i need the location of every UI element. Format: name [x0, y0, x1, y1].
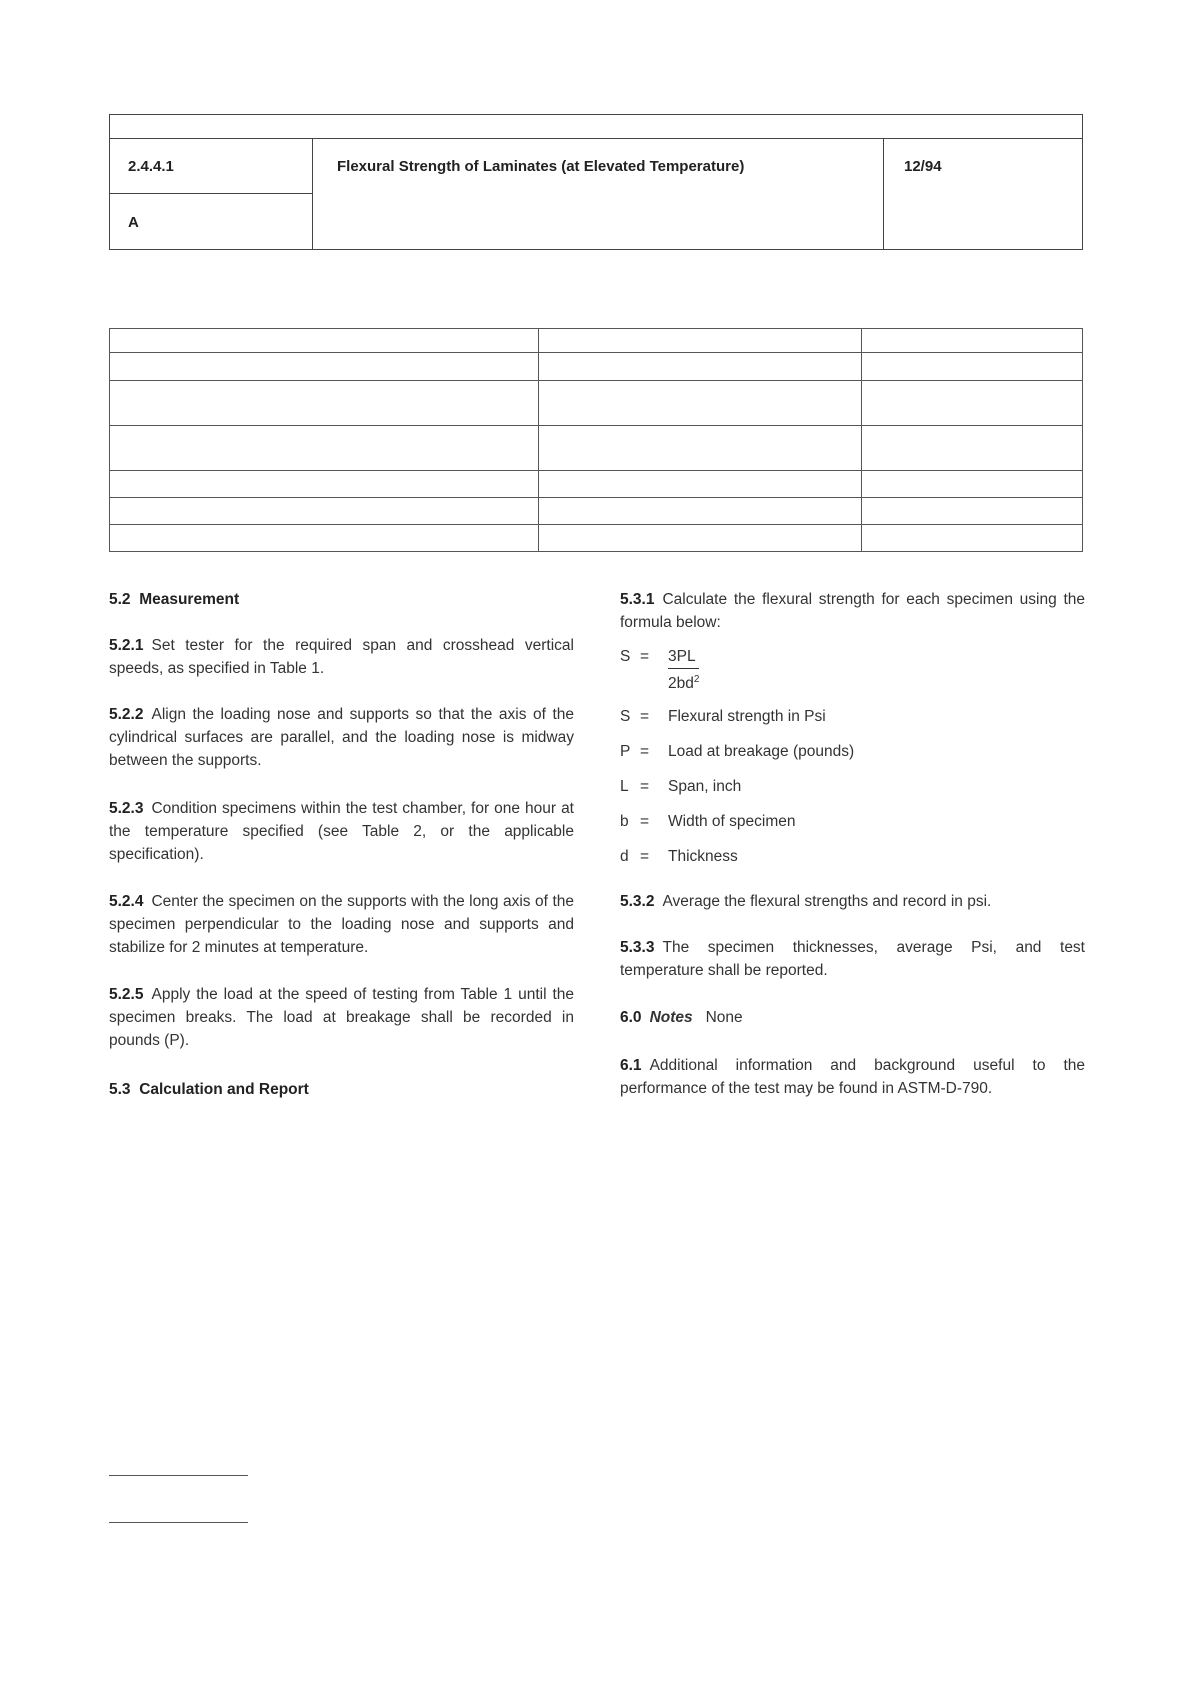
variable-equals: =: [640, 743, 650, 760]
formula: [620, 645, 668, 668]
header-top-strip: [110, 115, 1082, 139]
grid-row-line: [110, 352, 1082, 353]
paragraph-number: 5.2.4: [109, 893, 144, 910]
formula-lhs: S: [620, 648, 631, 665]
paragraph-5-2-3: [109, 797, 574, 866]
measurement-heading: [109, 588, 239, 611]
paragraph-6-1: [620, 1054, 1085, 1100]
paragraph-text: Average the flexural strengths and record in psi.: [662, 893, 992, 910]
variable-meaning: Span, inch: [668, 778, 742, 795]
paragraph-number: 5.3.1: [620, 591, 655, 608]
paragraph-number: 5.3.3: [620, 939, 655, 956]
grid-row-line: [110, 524, 1082, 525]
document-header-table: [109, 114, 1083, 250]
footnote-rule: [109, 1522, 248, 1523]
grid-col-line: [538, 329, 539, 551]
formula-equals: =: [640, 648, 650, 665]
variable-definition: [620, 705, 826, 728]
paragraph-text: Align the loading nose and supports so that the axis of the cylindrical surfaces are parallel, and the loading nose is midway between the supports.: [109, 706, 574, 769]
variable-meaning: Flexural strength in Psi: [668, 708, 826, 725]
paragraph-number: 6.1: [620, 1057, 642, 1074]
formula-denominator: [668, 668, 699, 694]
paragraph-text: Additional information and background useful to the performance of the test may be found in ASTM-D-790.: [620, 1057, 1085, 1097]
heading-number: 5.3: [109, 1081, 131, 1098]
document-date: 12/94: [904, 158, 942, 175]
paragraph-text: Set tester for the required span and crosshead vertical speeds, as specified in Table 1.: [109, 637, 574, 677]
paragraph-text: Calculate the flexural strength for each specimen using the formula below:: [620, 591, 1085, 631]
section-number: 2.4.4.1: [128, 158, 174, 175]
variable-equals: =: [640, 708, 650, 725]
paragraph-5-3-2: [620, 890, 1085, 913]
variable-definition: [620, 845, 738, 868]
variable-equals: =: [640, 813, 650, 830]
header-cell-divider: [110, 193, 312, 194]
paragraph-number: 5.2.5: [109, 986, 144, 1003]
paragraph-number: 5.2.1: [109, 637, 144, 654]
paragraph-5-2-2: [109, 703, 574, 772]
footnote-rule: [109, 1475, 248, 1476]
variable-meaning: Load at breakage (pounds): [668, 743, 855, 760]
grid-col-line: [861, 329, 862, 551]
paragraph-5-3-1: [620, 588, 1085, 634]
revision-letter: A: [128, 214, 139, 231]
denominator-text: 2bd: [668, 675, 694, 693]
variable-definition: [620, 775, 741, 798]
paragraph-5-3-3: [620, 936, 1085, 982]
variable-meaning: Width of specimen: [668, 813, 796, 830]
document-title: Flexural Strength of Laminates (at Elevated Temperature): [337, 158, 745, 175]
formula-fraction: [668, 645, 699, 695]
paragraph-number: 5.3.2: [620, 893, 655, 910]
calculation-heading: [109, 1078, 309, 1101]
formula-numerator: 3PL: [668, 648, 696, 665]
variable-symbol: P: [620, 743, 631, 760]
paragraph-text: The specimen thicknesses, average Psi, and test temperature shall be reported.: [620, 939, 1085, 979]
heading-title: Calculation and Report: [139, 1081, 309, 1098]
paragraph-5-2-1: [109, 634, 574, 680]
grid-row-line: [110, 425, 1082, 426]
paragraph-number: 5.2.3: [109, 800, 144, 817]
header-date-cell: [883, 138, 1082, 249]
variable-symbol: S: [620, 708, 631, 725]
variable-symbol: b: [620, 813, 629, 830]
variable-symbol: d: [620, 848, 629, 865]
variable-equals: =: [640, 848, 650, 865]
variable-meaning: Thickness: [668, 848, 738, 865]
variable-equals: =: [640, 778, 650, 795]
grid-row-line: [110, 470, 1082, 471]
grid-row-line: [110, 380, 1082, 381]
heading-title: Measurement: [139, 591, 240, 608]
notes-section: [620, 1006, 1085, 1029]
paragraph-text: Apply the load at the speed of testing from Table 1 until the specimen breaks. The load at breakage shall be recorded in pounds (P).: [109, 986, 574, 1049]
paragraph-number: 5.2.2: [109, 706, 144, 723]
grid-row-line: [110, 497, 1082, 498]
heading-number: 5.2: [109, 591, 131, 608]
variable-definition: [620, 810, 796, 833]
notes-label: Notes: [649, 1009, 693, 1026]
variable-definition: [620, 740, 854, 763]
notes-number: 6.0: [620, 1009, 642, 1026]
notes-value: None: [705, 1009, 743, 1026]
paragraph-5-2-5: [109, 983, 574, 1052]
variable-symbol: L: [620, 778, 629, 795]
denominator-exponent: 2: [693, 674, 700, 685]
header-number-cell: [110, 138, 313, 249]
paragraph-5-2-4: [109, 890, 574, 959]
paragraph-text: Center the specimen on the supports with the long axis of the specimen perpendicular to the loading nose and supports and stabilize for 2 minutes at temperature.: [109, 893, 574, 956]
paragraph-text: Condition specimens within the test chamber, for one hour at the temperature specified (see Table 2, or the applicable specification).: [109, 800, 574, 863]
blank-grid-table: [109, 328, 1083, 552]
